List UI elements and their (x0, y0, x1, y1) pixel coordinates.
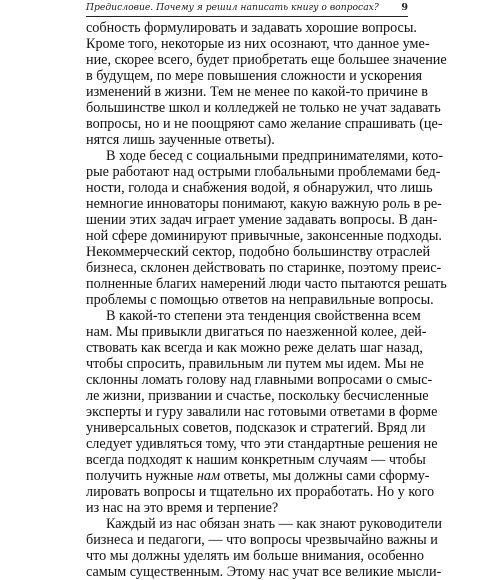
text-line: проблемы с помощью ответов на неправильные вопросы. (86, 292, 434, 308)
text-line: нам. Мы привыкли двигаться по наезженной колее, дей- (86, 324, 427, 340)
text-line: большинстве школ и колледжей не только не учат задавать (86, 100, 441, 116)
text-line: самым существенным. Этому нас учат все великие мысли- (86, 564, 442, 580)
text-line: универсальных советов, подсказок и стратегий. Вряд ли (86, 420, 426, 436)
text-line: В ходе бесед с социальными предпринимателями, кото- (106, 148, 443, 164)
header-rule (86, 16, 408, 17)
text-line: всегда подходят к нашим конкретным случаям — чтобы (86, 452, 426, 468)
text-line: в будущем, по мере повышения сложности и ускорения (86, 68, 423, 84)
running-title: Предисловие. Почему я решил написать книгу о вопросах? (86, 2, 379, 13)
text-line: изменений в жизни. Тем не менее по какой-то причине в (86, 84, 428, 100)
text-line: бизнеса и педагоги, — что вопросы чрезвычайно важны и (86, 532, 438, 548)
text-line: немногие инноваторы понимают, какую важную роль в ре- (86, 196, 442, 212)
text-line: что мы должны уделять им больше внимания, особенно (86, 548, 424, 564)
text-line: ние, скорее всего, будет приобретать еще большее значение (86, 52, 447, 68)
body-text (86, 20, 447, 580)
text-line: рые работают над острыми глобальными проблемами бед- (86, 164, 441, 180)
text-line: Некоммерческий сектор, подобно большинству отраслей (86, 244, 431, 260)
text-line: полненные благих намерений люди часто пытаются решать (86, 276, 447, 292)
text-line: ствовать как всегда и как можно реже делать шаг назад, (86, 340, 423, 356)
emphasized-word: нам (196, 468, 221, 484)
text-line: из нас на это время и терпение? (86, 500, 279, 516)
text-line: нятся лишь заученные ответы). (86, 132, 275, 148)
text-fragment: получить нужные (86, 468, 194, 484)
text-line: чтобы спросить, правильным ли путем мы идем. Мы не (86, 356, 424, 372)
text-line: вопросы, но и не поощряют само желание спрашивать (це- (86, 116, 443, 132)
text-line: склонны ломать голову над главными вопросами о смыс- (86, 372, 433, 388)
text-line: Каждый из нас обязан знать — как знают руководители (106, 516, 442, 532)
text-line: лировать вопросы и тщательно их проработать. Но у кого (86, 484, 435, 500)
text-fragment: ответы, мы должны сами сформу- (223, 468, 430, 484)
text-line: бизнеса, склонен действовать по старинке, поэтому преис- (86, 260, 442, 276)
text-line: ности, голода и снабжения водой, я обнаружил, что лишь (86, 180, 433, 196)
text-line: собность формулировать и задавать хорошие вопросы. (86, 20, 417, 36)
text-line: ной сфере доминируют привычные, законсенные подходы. (86, 228, 442, 244)
text-line: следует удивляться тому, что эти стандартные решения не (86, 436, 438, 452)
text-line: эксперты и гуру завалили нас готовыми ответами в форме (86, 404, 438, 420)
text-line: шении этих задач играет умение задавать вопросы. В дан- (86, 212, 438, 228)
text-line: В какой-то степени эта тенденция свойственна всем (106, 308, 421, 324)
page-number: 9 (401, 2, 408, 13)
text-line: ле жизни, призвании и счастье, поскольку бесчисленные (86, 388, 429, 404)
text-line: Кроме того, некоторые из них осознают, что данное уме- (86, 36, 430, 52)
text-line (86, 468, 430, 484)
